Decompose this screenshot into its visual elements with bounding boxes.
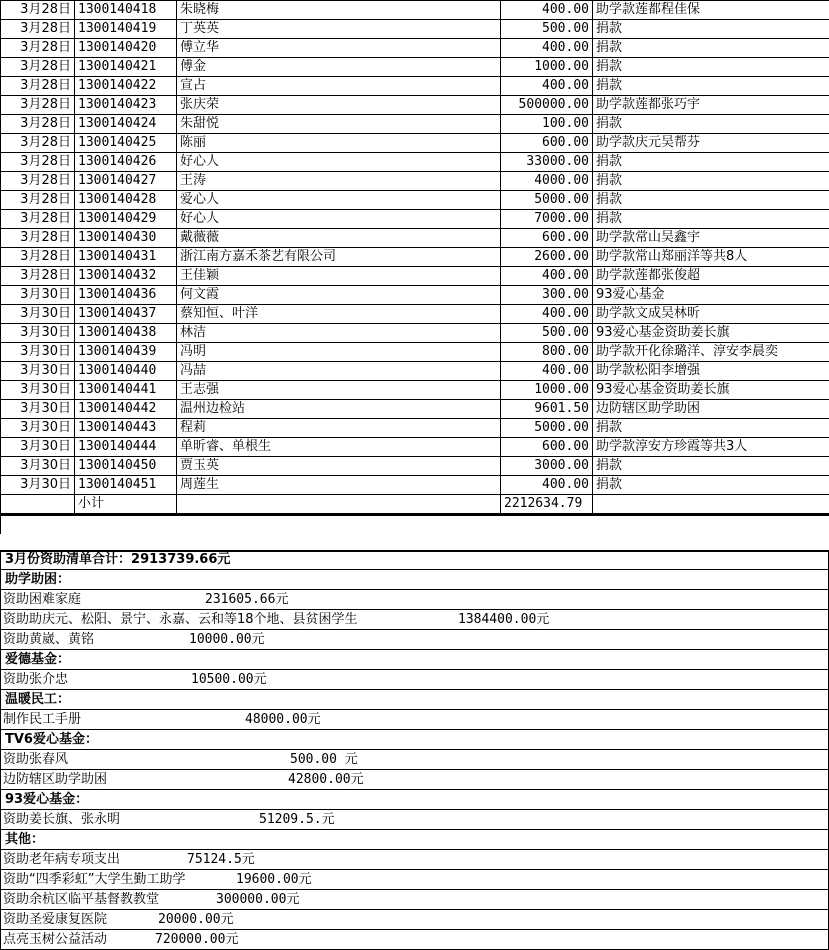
section-heading-text: TV6爱心基金：	[5, 730, 98, 749]
summary-item-value: 10500.00元	[191, 670, 267, 689]
summary-item	[0, 710, 829, 730]
summary-item-text: 资助余杭区临平基督教教堂	[3, 890, 159, 909]
row-amount: 800.00	[501, 343, 593, 362]
table-row	[1, 438, 829, 457]
row-amount: 400.00	[501, 77, 593, 96]
table-row	[1, 324, 829, 343]
row-date: 3月30日	[1, 381, 75, 400]
row-name: 温州边检站	[177, 400, 501, 419]
row-name: 蔡知恒、叶洋	[177, 305, 501, 324]
row-code: 1300140422	[75, 77, 177, 96]
row-code: 1300140418	[75, 1, 177, 20]
row-amount: 100.00	[501, 115, 593, 134]
table-row	[1, 305, 829, 324]
row-amount: 500000.00	[501, 96, 593, 115]
row-name: 林洁	[177, 324, 501, 343]
row-amount: 400.00	[501, 476, 593, 495]
row-date: 3月30日	[1, 324, 75, 343]
row-date: 3月28日	[1, 115, 75, 134]
summary-item	[0, 890, 829, 910]
row-date: 3月30日	[1, 419, 75, 438]
row-date: 3月28日	[1, 248, 75, 267]
row-note: 助学款莲都张巧宇	[593, 96, 829, 115]
summary-item-value: 48000.00元	[245, 710, 321, 729]
row-code: 1300140451	[75, 476, 177, 495]
row-amount: 400.00	[501, 39, 593, 58]
table-row	[1, 77, 829, 96]
summary-item-text: 资助张介忠	[3, 670, 68, 689]
row-note: 助学款开化徐璐洋、淳安李晨奕	[593, 343, 829, 362]
summary-item	[0, 630, 829, 650]
row-date: 3月30日	[1, 400, 75, 419]
row-code: 1300140425	[75, 134, 177, 153]
row-date: 3月30日	[1, 476, 75, 495]
summary-item	[0, 810, 829, 830]
subtotal-row	[1, 495, 829, 514]
row-amount: 2600.00	[501, 248, 593, 267]
row-name: 王佳颖	[177, 267, 501, 286]
row-name: 傅金	[177, 58, 501, 77]
summary-section-heading	[0, 830, 829, 850]
section-heading-text: 爱德基金：	[5, 650, 70, 669]
row-code: 1300140438	[75, 324, 177, 343]
row-date: 3月28日	[1, 267, 75, 286]
row-note: 助学款松阳李增强	[593, 362, 829, 381]
row-note: 捐款	[593, 419, 829, 438]
row-note: 93爱心基金资助姜长旗	[593, 381, 829, 400]
summary-section-heading	[0, 650, 829, 670]
row-amount: 300.00	[501, 286, 593, 305]
row-date: 3月28日	[1, 77, 75, 96]
summary-item	[0, 750, 829, 770]
row-amount: 400.00	[501, 267, 593, 286]
row-note: 捐款	[593, 77, 829, 96]
row-name: 周莲生	[177, 476, 501, 495]
row-note: 助学款淳安方珍霞等共3人	[593, 438, 829, 457]
row-note: 助学款文成吴林昕	[593, 305, 829, 324]
row-code: 1300140430	[75, 229, 177, 248]
table-row	[1, 153, 829, 172]
summary-item-text: 资助助庆元、松阳、景宁、永嘉、云和等18个地、县贫困学生	[3, 610, 358, 629]
row-name: 爱心人	[177, 191, 501, 210]
row-note: 捐款	[593, 153, 829, 172]
row-note: 助学款莲都程佳保	[593, 1, 829, 20]
row-name: 贾玉英	[177, 457, 501, 476]
row-name: 傅立华	[177, 39, 501, 58]
row-amount: 600.00	[501, 229, 593, 248]
row-date: 3月28日	[1, 1, 75, 20]
summary-item	[0, 590, 829, 610]
row-amount: 5000.00	[501, 419, 593, 438]
row-name: 冯明	[177, 343, 501, 362]
summary-item-value: 720000.00元	[155, 930, 238, 949]
table-row	[1, 172, 829, 191]
empty-cell	[1, 495, 75, 514]
row-code: 1300140437	[75, 305, 177, 324]
row-name: 丁英英	[177, 20, 501, 39]
summary-section-heading	[0, 790, 829, 810]
summary-item-value: 10000.00元	[189, 630, 265, 649]
row-name: 朱甜悦	[177, 115, 501, 134]
row-note: 捐款	[593, 191, 829, 210]
row-name: 好心人	[177, 210, 501, 229]
row-note: 捐款	[593, 172, 829, 191]
table-row	[1, 115, 829, 134]
row-code: 1300140432	[75, 267, 177, 286]
row-name: 浙江南方嘉禾茶艺有限公司	[177, 248, 501, 267]
row-amount: 5000.00	[501, 191, 593, 210]
section-heading-text: 其他：	[5, 830, 44, 849]
summary-item-value: 19600.00元	[236, 870, 312, 889]
table-row	[1, 419, 829, 438]
summary-item-text: 资助黄崴、黄铭	[3, 630, 94, 649]
section-heading-text: 温暖民工：	[5, 690, 70, 709]
row-date: 3月30日	[1, 305, 75, 324]
summary-item	[0, 930, 829, 950]
row-amount: 4000.00	[501, 172, 593, 191]
row-code: 1300140440	[75, 362, 177, 381]
row-code: 1300140419	[75, 20, 177, 39]
row-amount: 7000.00	[501, 210, 593, 229]
row-note: 边防辖区助学助困	[593, 400, 829, 419]
row-code: 1300140429	[75, 210, 177, 229]
row-date: 3月28日	[1, 20, 75, 39]
table-row	[1, 210, 829, 229]
row-note: 93爱心基金资助姜长旗	[593, 324, 829, 343]
row-note: 助学款常山郑丽洋等共8人	[593, 248, 829, 267]
row-date: 3月28日	[1, 191, 75, 210]
table-row	[1, 476, 829, 495]
table-row	[1, 381, 829, 400]
summary-item-value: 51209.5.元	[259, 810, 335, 829]
row-name: 何文霞	[177, 286, 501, 305]
section-separator	[0, 514, 829, 552]
row-date: 3月28日	[1, 58, 75, 77]
row-note: 捐款	[593, 58, 829, 77]
summary-item-text: 点亮玉树公益活动	[3, 930, 107, 949]
summary-item-text: 资助姜长旗、张永明	[3, 810, 120, 829]
table-row	[1, 134, 829, 153]
row-amount: 600.00	[501, 438, 593, 457]
row-note: 捐款	[593, 476, 829, 495]
row-amount: 3000.00	[501, 457, 593, 476]
row-code: 1300140423	[75, 96, 177, 115]
row-date: 3月28日	[1, 39, 75, 58]
row-date: 3月30日	[1, 457, 75, 476]
row-date: 3月30日	[1, 438, 75, 457]
summary-item	[0, 910, 829, 930]
row-amount: 500.00	[501, 324, 593, 343]
row-name: 程莉	[177, 419, 501, 438]
table-row	[1, 248, 829, 267]
table-row	[1, 343, 829, 362]
row-amount: 1000.00	[501, 381, 593, 400]
table-row	[1, 20, 829, 39]
section-heading-text: 93爱心基金：	[5, 790, 88, 809]
summary-item-text: 资助困难家庭	[3, 590, 81, 609]
row-code: 1300140443	[75, 419, 177, 438]
row-code: 1300140442	[75, 400, 177, 419]
row-code: 1300140426	[75, 153, 177, 172]
subtotal-amount: 2212634.79	[501, 495, 593, 514]
row-code: 1300140431	[75, 248, 177, 267]
table-row	[1, 96, 829, 115]
row-date: 3月28日	[1, 153, 75, 172]
row-code: 1300140444	[75, 438, 177, 457]
table-row	[1, 267, 829, 286]
row-note: 捐款	[593, 457, 829, 476]
summary-item	[0, 670, 829, 690]
row-name: 单昕睿、单根生	[177, 438, 501, 457]
row-name: 陈丽	[177, 134, 501, 153]
summary-item-text: 资助老年病专项支出	[3, 850, 120, 869]
row-date: 3月30日	[1, 286, 75, 305]
row-note: 捐款	[593, 20, 829, 39]
row-name: 冯喆	[177, 362, 501, 381]
row-code: 1300140421	[75, 58, 177, 77]
table-row	[1, 1, 829, 20]
summary-total-text: 3月份资助清单合计：2913739.66元	[5, 550, 230, 569]
row-name: 王志强	[177, 381, 501, 400]
row-note: 捐款	[593, 115, 829, 134]
summary-item-text: 边防辖区助学助困	[3, 770, 107, 789]
summary-item	[0, 850, 829, 870]
row-note: 助学款莲都张俊超	[593, 267, 829, 286]
table-row	[1, 457, 829, 476]
row-date: 3月28日	[1, 96, 75, 115]
summary-item-value: 300000.00元	[216, 890, 299, 909]
summary-section-heading	[0, 570, 829, 590]
row-amount: 400.00	[501, 362, 593, 381]
row-name: 王涛	[177, 172, 501, 191]
table-row	[1, 362, 829, 381]
row-code: 1300140436	[75, 286, 177, 305]
row-note: 助学款常山吴鑫宇	[593, 229, 829, 248]
row-code: 1300140427	[75, 172, 177, 191]
row-date: 3月28日	[1, 134, 75, 153]
summary-item	[0, 870, 829, 890]
summary-item-value: 1384400.00元	[458, 610, 549, 629]
donation-table-body	[1, 1, 829, 514]
row-date: 3月30日	[1, 343, 75, 362]
row-amount: 500.00	[501, 20, 593, 39]
table-row	[1, 58, 829, 77]
row-code: 1300140420	[75, 39, 177, 58]
row-note: 93爱心基金	[593, 286, 829, 305]
summary-item-value: 75124.5元	[187, 850, 255, 869]
summary-item-text: 资助圣爱康复医院	[3, 910, 107, 929]
table-row	[1, 400, 829, 419]
summary-item-value: 20000.00元	[158, 910, 234, 929]
row-name: 宣占	[177, 77, 501, 96]
row-code: 1300140441	[75, 381, 177, 400]
row-amount: 600.00	[501, 134, 593, 153]
row-code: 1300140428	[75, 191, 177, 210]
summary-section-heading	[0, 730, 829, 750]
summary-item-value: 231605.66元	[205, 590, 288, 609]
summary-item-value: 500.00 元	[290, 750, 358, 769]
row-date: 3月28日	[1, 229, 75, 248]
monthly-summary	[0, 550, 829, 950]
summary-item-text: 资助“四季彩虹”大学生勤工助学	[3, 870, 185, 889]
row-date: 3月28日	[1, 210, 75, 229]
row-name: 戴薇薇	[177, 229, 501, 248]
empty-cell	[593, 495, 829, 514]
table-row	[1, 286, 829, 305]
summary-item-value: 42800.00元	[288, 770, 364, 789]
summary-item	[0, 770, 829, 790]
summary-item-text: 资助张春风	[3, 750, 68, 769]
row-code: 1300140424	[75, 115, 177, 134]
row-amount: 1000.00	[501, 58, 593, 77]
row-note: 捐款	[593, 39, 829, 58]
row-amount: 400.00	[501, 1, 593, 20]
row-note: 捐款	[593, 210, 829, 229]
empty-cell	[177, 495, 501, 514]
section-heading-text: 助学助困：	[5, 570, 70, 589]
row-amount: 33000.00	[501, 153, 593, 172]
row-date: 3月30日	[1, 362, 75, 381]
row-date: 3月28日	[1, 172, 75, 191]
subtotal-label: 小计	[75, 495, 177, 514]
row-name: 朱晓梅	[177, 1, 501, 20]
row-note: 助学款庆元吴帮芬	[593, 134, 829, 153]
summary-total-line	[0, 550, 829, 570]
table-row	[1, 229, 829, 248]
summary-item-text: 制作民工手册	[3, 710, 81, 729]
row-amount: 400.00	[501, 305, 593, 324]
summary-item	[0, 610, 829, 630]
summary-section-heading	[0, 690, 829, 710]
row-name: 张庆荣	[177, 96, 501, 115]
row-code: 1300140450	[75, 457, 177, 476]
row-code: 1300140439	[75, 343, 177, 362]
row-name: 好心人	[177, 153, 501, 172]
row-amount: 9601.50	[501, 400, 593, 419]
table-row	[1, 39, 829, 58]
table-row	[1, 191, 829, 210]
